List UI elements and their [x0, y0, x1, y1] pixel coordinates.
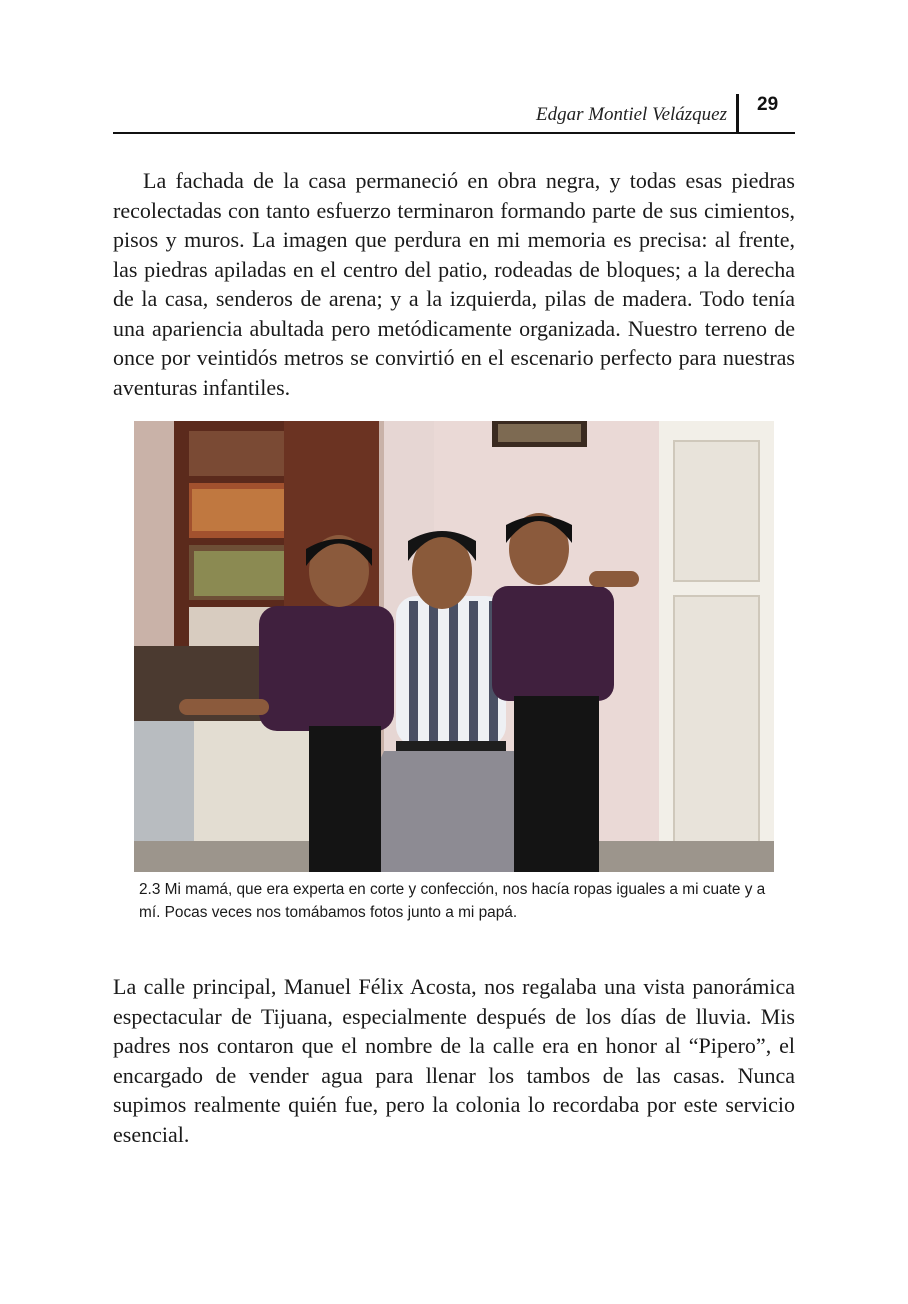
body-paragraph-2: La calle principal, Manuel Félix Acosta, nos regalaba una vista panorámica espectacular de Tijuana, especialmente después de los días de lluvia. Mis padres nos contaron que el nombre de la calle era en honor al “Pipero”, el encargado de vender agua para llenar los tambos de las casas. Nunca supimos realmente quién fue, pero la colonia lo recordaba por este servicio esencial.	[113, 974, 795, 1147]
family-photo	[134, 421, 774, 872]
body-paragraph-1: La fachada de la casa permaneció en obra negra, y todas esas piedras recolectadas con tanto esfuerzo terminaron formando parte de sus cimientos, pisos y muros. La imagen que perdura en mi memoria es precisa: al frente, las piedras apiladas en el centro del patio, rodeadas de bloques; a la derecha de la casa, senderos de arena; y a la izquierda, pilas de madera. Todo tenía una apariencia abultada pero metódicamente organizada. Nuestro terreno de once por veintidós metros se convirtió en el escenario perfecto para nuestras aventuras infantiles.	[113, 168, 795, 400]
page-number: 29	[757, 94, 779, 115]
photo-caption: 2.3 Mi mamá, que era experta en corte y confección, nos hacía ropas iguales a mi cuate y a mí. Pocas veces nos tomábamos fotos junto a mi papá.	[139, 881, 766, 921]
header-separator	[736, 94, 739, 134]
header-rule	[113, 132, 795, 134]
running-header	[113, 88, 795, 134]
header-author: Edgar Montiel Velázquez	[535, 104, 727, 125]
